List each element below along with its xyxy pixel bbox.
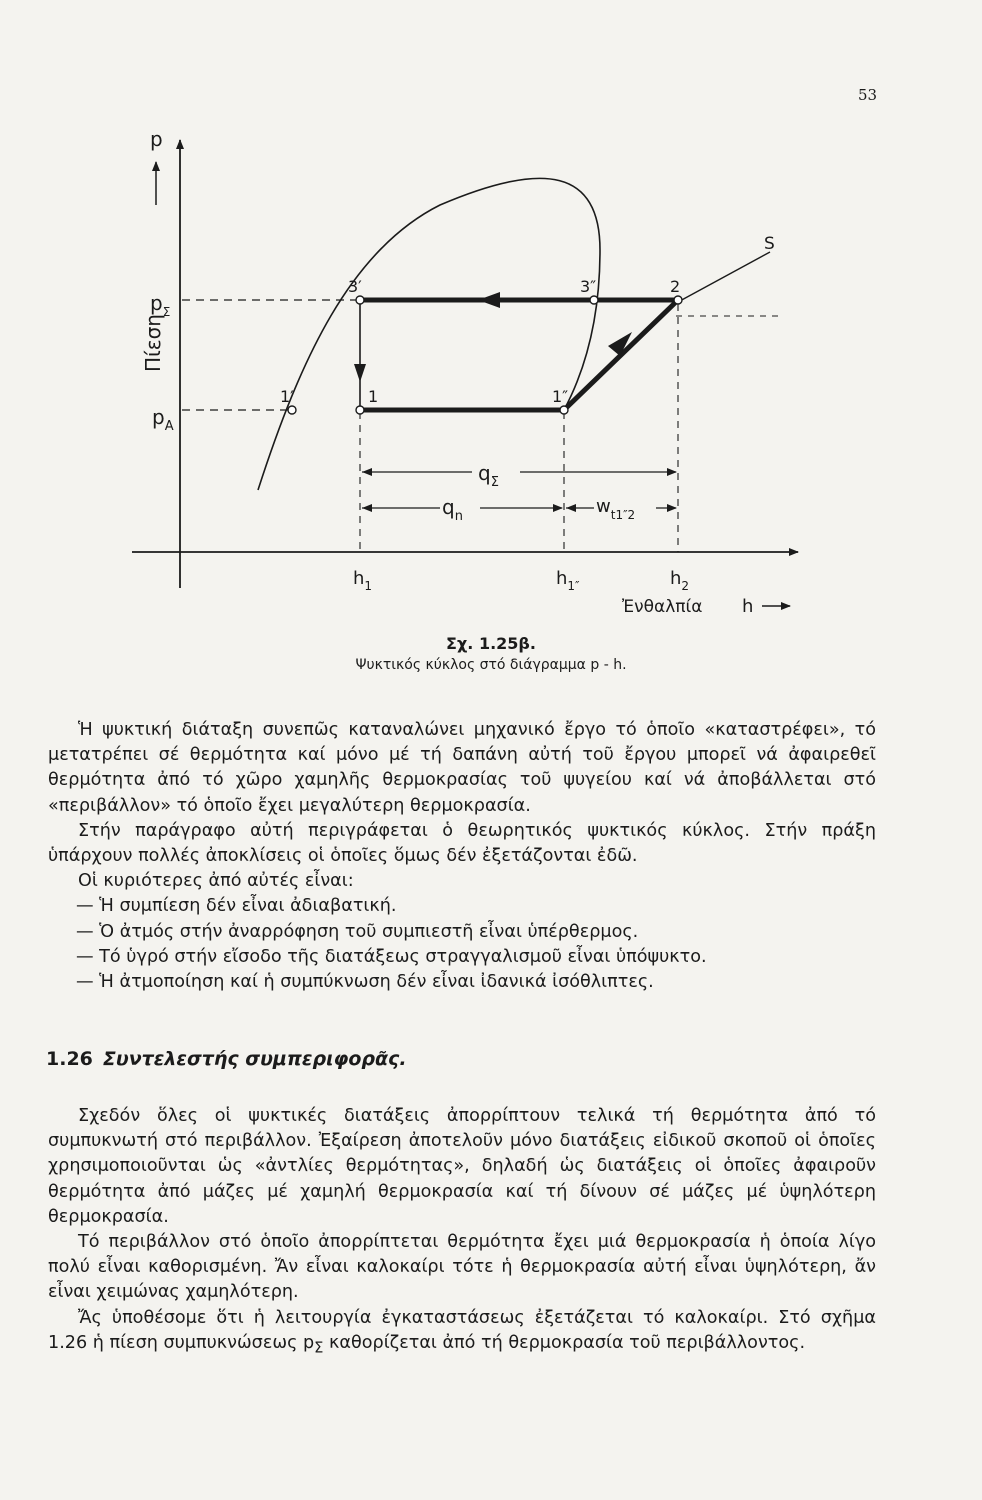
section-heading xyxy=(46,1048,407,1070)
body-block-1 xyxy=(48,718,876,995)
compression-line xyxy=(564,300,678,410)
y-axis-label: Πίεση xyxy=(141,314,165,372)
isentrope-label: S xyxy=(764,234,775,254)
point-3prime-marker xyxy=(356,296,364,304)
paragraph: Στήν παράγραφο αὐτή περιγράφεται ὁ θεωρητικός ψυκτικός κύκλος. Στήν πράξη ὑπάρχουν πολλές ἀποκλίσεις οἱ ὁποῖες ὅμως δέν ἐξετάζονται ἐδῶ. xyxy=(48,820,876,867)
page-number: 53 xyxy=(858,86,878,104)
paragraph: Οἱ κυριότερες ἀπό αὐτές εἶναι: xyxy=(78,871,354,892)
q-sigma-label: $q_\Sigma$ xyxy=(478,461,499,490)
section-number: 1.26 xyxy=(46,1048,93,1070)
paragraph: Σχεδόν ὅλες οἱ ψυκτικές διατάξεις ἀπορρίπτουν τελικά τή θερμότητα ἀπό τό συμπυκνωτή στό περιβάλλον. Ἐξαίρεση ἀποτελοῦν μόνο διατάξεις εἰδικοῦ σκοποῦ οἱ ὁποῖες χρησιμοποιοῦνται ὡς «ἀντλίες θερμότητας», δηλαδή ὡς διατάξεις οἱ ὁποῖες ἀφαιροῦν θερμότητα ἀπό μάζες μέ χαμηλή θερμοκρασία καί τή δίνουν σέ μάζες μέ ὑψηλότερη θερμοκρασία. xyxy=(48,1106,876,1227)
high-pressure-label: $p_\Sigma$ xyxy=(150,291,171,319)
isentrope-line xyxy=(678,252,770,302)
condensation-arrow xyxy=(478,292,500,308)
x-axis-label: Ἐνθαλπία xyxy=(622,597,703,617)
point-2-marker xyxy=(674,296,682,304)
point-1-label: 1 xyxy=(368,387,379,406)
paragraph-text-end: καθορίζεται ἀπό τή θερμοκρασία τοῦ περιβάλλοντος. xyxy=(323,1332,806,1353)
q-n-label: $q_n$ xyxy=(442,495,463,524)
y-axis-symbol: p xyxy=(150,127,163,151)
throttling-arrow xyxy=(354,364,366,382)
ph-diagram xyxy=(0,0,982,640)
point-1prime-marker xyxy=(288,406,296,414)
list-item: — Ἡ συμπίεση δέν εἶναι ἀδιαβατική. xyxy=(76,896,397,917)
low-pressure-label: $p_A$ xyxy=(152,405,174,434)
point-1dprime-marker xyxy=(560,406,568,414)
point-3dprime-label: 3″ xyxy=(580,277,597,296)
figure-label: Σχ. 1.25β. xyxy=(446,634,536,653)
point-3prime-label: 3′ xyxy=(348,277,362,296)
saturation-dome xyxy=(258,178,600,490)
x-axis-symbol: h xyxy=(742,596,754,617)
figure-description: Ψυκτικός κύκλος στό διάγραμμα p - h. xyxy=(355,657,627,673)
paragraph: Τό περιβάλλον στό ὁποῖο ἀπορρίπτεται θερμότητα ἔχει μιά θερμοκρασία ἡ ὁποία λίγο πολύ εἶναι καθορισμένη. Ἄν εἶναι καλοκαίρι τότε ἡ θερμοκρασία αὐτή εἶναι ὑψηλότερη, ἄν εἶναι χειμώνας χαμηλότερη. xyxy=(48,1232,876,1303)
point-1-marker xyxy=(356,406,364,414)
section-title: Συντελεστής συμπεριφορᾶς. xyxy=(102,1048,407,1070)
compression-arrow xyxy=(608,332,632,356)
point-3dprime-marker xyxy=(590,296,598,304)
body-block-2 xyxy=(48,1104,876,1361)
paragraph-text-start: Ἄς ὑποθέσομε ὅτι ἡ λειτουργία ἐγκαταστάσεως ἐξετάζεται τό καλοκαίρι. Στό σχῆμα 1.26 ἡ πίεση συμπυκνώσεως p xyxy=(48,1307,876,1353)
point-1dprime-label: 1″ xyxy=(552,387,569,406)
list-item: — Τό ὑγρό στήν εἴσοδο τῆς διατάξεως στραγγαλισμοῦ εἶναι ὑπόψυκτο. xyxy=(76,946,707,967)
pressure-subscript: Σ xyxy=(314,1339,324,1357)
point-2-label: 2 xyxy=(670,277,681,296)
paragraph: Ἡ ψυκτική διάταξη συνεπῶς καταναλώνει μηχανικό ἔργο τό ὁποῖο «καταστρέφει», τό μετατρέπει σέ θερμότητα καί μόνο μέ τή δαπάνη αὐτή τοῦ ἔργου μπορεῖ νά ἀφαιρεθεῖ θερμότητα ἀπό τό χῶρο χαμηλῆς θερμοκρασίας τοῦ ψυγείου καί νά ἀποβάλλεται στό «περιβάλλον» τό ὁποῖο ἔχει μεγαλύτερη θερμοκρασία. xyxy=(48,720,876,816)
list-item: — Ὁ ἀτμός στήν ἀναρρόφηση τοῦ συμπιεστῆ εἶναι ὑπέρθερμος. xyxy=(76,921,639,942)
h2-tick-label: $h_2$ xyxy=(670,568,690,593)
h1-tick-label: $h_1$ xyxy=(353,568,373,593)
figure-caption xyxy=(0,634,982,673)
point-1prime-label: 1′ xyxy=(280,387,294,406)
h1pp-tick-label: $h_{1''}$ xyxy=(556,568,580,593)
w-t-label: $w_{t1''2}$ xyxy=(596,496,636,522)
paragraph xyxy=(48,1306,876,1361)
list-item: — Ἡ ἀτμοποίηση καί ἡ συμπύκνωση δέν εἶναι ἰδανικά ἰσόθλιπτες. xyxy=(76,972,654,993)
